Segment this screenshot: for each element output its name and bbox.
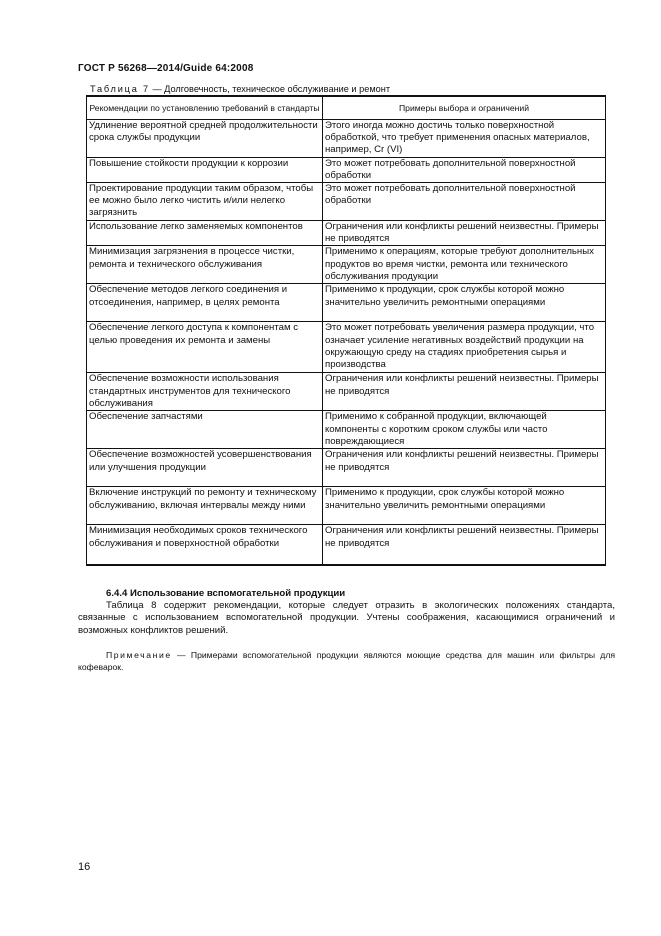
table-row	[87, 246, 606, 284]
column-header-recommendations: Рекомендации по установлению требований в стандарты	[87, 96, 323, 120]
recommendation-cell: Проектирование продукции таким образом, чтобы ее можно было легко чистить и/или нелегко загрязнить	[87, 183, 323, 221]
section-heading: 6.4.4 Использование вспомогательной продукции	[106, 588, 346, 599]
table-row	[87, 284, 606, 322]
note-text: — Примерами вспомогательной продукции являются моющие средства для машин или фильтры для кофеварок.	[78, 650, 615, 672]
example-cell: Ограничения или конфликты решений неизвестны. Примеры не приводятся	[323, 449, 606, 487]
table-row	[87, 487, 606, 525]
table-header-row	[87, 96, 606, 120]
table-row	[87, 183, 606, 221]
recommendation-cell: Обеспечение легкого доступа к компонентам с целью проведения их ремонта и замены	[87, 322, 323, 373]
example-cell: Ограничения или конфликты решений неизвестны. Примеры не приводятся	[323, 221, 606, 246]
recommendation-cell: Обеспечение методов легкого соединения и отсоединения, например, в целях ремонта	[87, 284, 323, 322]
table-caption-label: Таблица 7	[90, 84, 150, 94]
example-cell: Применимо к собранной продукции, включающей компоненты с коротким сроком службы или часто повреждающиеся	[323, 411, 606, 449]
recommendation-cell: Повышение стойкости продукции к коррозии	[87, 157, 323, 182]
example-cell: Ограничения или конфликты решений неизвестны. Примеры не приводятся	[323, 525, 606, 565]
example-cell: Применимо к операциям, которые требуют дополнительных продуктов во время чистки, ремонта или технического обслуживания продукции	[323, 246, 606, 284]
example-cell: Этого иногда можно достичь только поверхностной обработкой, что требует применения опасных материалов, например, Cr (VI)	[323, 120, 606, 158]
table-row	[87, 411, 606, 449]
recommendation-cell: Использование легко заменяемых компонентов	[87, 221, 323, 246]
recommendation-cell: Обеспечение запчастями	[87, 411, 323, 449]
table-row	[87, 221, 606, 246]
example-cell: Применимо к продукции, срок службы которой можно значительно увеличить ремонтными операциями	[323, 284, 606, 322]
table-row	[87, 157, 606, 182]
recommendations-table	[86, 95, 606, 566]
recommendation-cell: Обеспечение возможности использования стандартных инструментов для технического обслуживания	[87, 373, 323, 411]
example-cell: Применимо к продукции, срок службы которой можно значительно увеличить ремонтными операциями	[323, 487, 606, 525]
column-header-examples: Примеры выбора и ограничений	[323, 96, 606, 120]
recommendation-cell: Удлинение вероятной средней продолжительности срока службы продукции	[87, 120, 323, 158]
table-caption	[90, 84, 390, 94]
table-caption-text: — Долговечность, техническое обслуживание и ремонт	[149, 84, 391, 94]
recommendation-cell: Минимизация загрязнения в процессе чистки, ремонта и технического обслуживания	[87, 246, 323, 284]
example-cell: Ограничения или конфликты решений неизвестны. Примеры не приводятся	[323, 373, 606, 411]
table-row	[87, 449, 606, 487]
table-row	[87, 120, 606, 158]
note	[78, 650, 615, 674]
section-paragraph: Таблица 8 содержит рекомендации, которые следует отразить в экологических положениях стандарта, связанные с использованием вспомогательной продукции. Учтены соображения, касающимися ограничений и возможных конфликтов решений.	[78, 600, 615, 636]
document-header: ГОСТ Р 56268—2014/Guide 64:2008	[78, 63, 254, 74]
example-cell: Это может потребовать дополнительной поверхностной обработки	[323, 183, 606, 221]
recommendation-cell: Включение инструкций по ремонту и техническому обслуживанию, включая интервалы между ними	[87, 487, 323, 525]
example-cell: Это может потребовать увеличения размера продукции, что означает усиление негативных воздействий продукции на окружающую среду на стадиях приобретения сырья и производства	[323, 322, 606, 373]
note-label: Примечание	[106, 650, 172, 660]
example-cell: Это может потребовать дополнительной поверхностной обработки	[323, 157, 606, 182]
table-row	[87, 373, 606, 411]
recommendation-cell: Минимизация необходимых сроков технического обслуживания и поверхностной обработки	[87, 525, 323, 565]
table-row	[87, 525, 606, 565]
recommendation-cell: Обеспечение возможностей усовершенствования или улучшения продукции	[87, 449, 323, 487]
page-number: 16	[78, 861, 91, 873]
table-row	[87, 322, 606, 373]
